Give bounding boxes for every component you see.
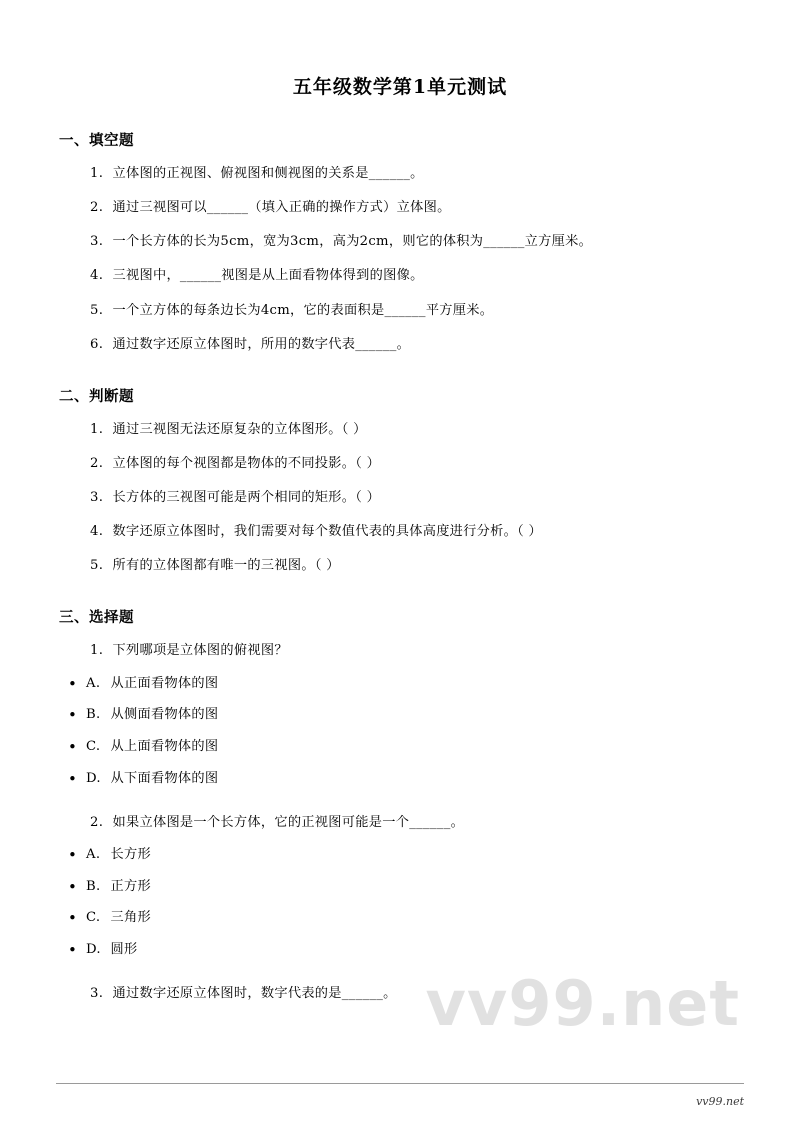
question-text: 一个长方体的长为5cm，宽为3cm，高为2cm，则它的体积为______立方厘米。 <box>112 234 593 250</box>
spacer <box>56 789 744 799</box>
spacer <box>56 960 744 970</box>
option-item[interactable] <box>64 845 744 865</box>
question-number: 3. <box>90 490 104 505</box>
option-text: 正方形 <box>110 878 151 894</box>
question-text: 通过三视图无法还原复杂的立体图形。（ ） <box>112 421 367 437</box>
option-label: B. <box>86 878 101 894</box>
option-item[interactable] <box>64 908 744 928</box>
question-text: 下列哪项是立体图的俯视图？ <box>112 643 288 659</box>
question-text: 立体图的每个视图都是物体的不同投影。（ ） <box>112 455 381 471</box>
option-item[interactable] <box>64 705 744 725</box>
question-item <box>90 300 744 321</box>
section-heading-2: 二、判断题 <box>59 387 134 405</box>
watermark: vv99.net <box>425 967 740 1040</box>
option-label: A. <box>86 675 101 691</box>
question-item <box>90 334 744 355</box>
question-number: 3. <box>90 986 104 1001</box>
question-text: 所有的立体图都有唯一的三视图。（ ） <box>112 558 340 574</box>
option-item[interactable] <box>64 674 744 694</box>
question-text: 一个立方体的每条边长为4cm，它的表面积是______平方厘米。 <box>112 302 494 318</box>
option-text: 从下面看物体的图 <box>110 770 219 786</box>
question-item <box>90 983 744 1004</box>
option-list <box>56 845 744 960</box>
question-text: 通过数字还原立体图时，数字代表的是______。 <box>112 986 397 1001</box>
question-number: 2. <box>90 814 104 830</box>
question-number: 1. <box>90 643 104 659</box>
question-item <box>90 419 744 440</box>
question-number: 4. <box>90 524 104 540</box>
question-item <box>90 453 744 474</box>
question-item <box>90 197 744 218</box>
question-number: 1. <box>90 421 104 437</box>
question-item <box>90 521 744 542</box>
question-text: 三视图中，______视图是从上面看物体得到的图像。 <box>112 268 424 284</box>
option-label: C. <box>86 739 101 755</box>
option-item[interactable] <box>64 737 744 757</box>
section-heading-3: 三、选择题 <box>59 609 134 627</box>
question-number: 5. <box>90 558 104 574</box>
question-number: 5. <box>90 302 104 318</box>
question-item <box>90 812 744 833</box>
footer-divider <box>56 1083 744 1084</box>
question-text: 数字还原立体图时，我们需要对每个数值代表的具体高度进行分析。（ ） <box>112 524 542 540</box>
option-text: 三角形 <box>110 910 151 926</box>
question-number: 3. <box>90 234 104 250</box>
question-item <box>90 163 744 184</box>
question-item <box>90 487 744 508</box>
footer-note: vv99.net <box>696 1095 744 1108</box>
question-number: 6. <box>90 336 104 352</box>
question-item <box>90 640 744 661</box>
option-label: C. <box>86 910 101 926</box>
question-item <box>90 265 744 286</box>
option-label: D. <box>86 770 101 786</box>
option-item[interactable] <box>64 877 744 897</box>
section-heading-1: 一、填空题 <box>59 132 134 149</box>
option-text: 从正面看物体的图 <box>110 675 219 691</box>
option-text: 从侧面看物体的图 <box>110 707 219 723</box>
option-text: 圆形 <box>110 942 138 958</box>
option-label: D. <box>86 942 101 958</box>
option-item[interactable] <box>64 769 744 789</box>
question-text: 立体图的正视图、俯视图和侧视图的关系是______。 <box>112 166 424 181</box>
question-number: 4. <box>90 268 104 284</box>
question-text: 如果立体图是一个长方体，它的正视图可能是一个______。 <box>112 814 465 830</box>
option-label: A. <box>86 846 101 862</box>
question-text: 长方体的三视图可能是两个相同的矩形。（ ） <box>112 490 381 505</box>
option-label: B. <box>86 707 101 723</box>
option-text: 长方形 <box>110 846 151 862</box>
option-item[interactable] <box>64 940 744 960</box>
option-list <box>56 674 744 789</box>
question-number: 2. <box>90 200 104 216</box>
question-text: 通过三视图可以______（填入正确的操作方式）立体图。 <box>112 200 451 216</box>
question-text: 通过数字还原立体图时，所用的数字代表______。 <box>112 336 411 352</box>
question-item <box>90 231 744 252</box>
page-title: 五年级数学第1单元测试 <box>292 76 508 98</box>
option-text: 从上面看物体的图 <box>110 739 219 755</box>
question-number: 2. <box>90 455 104 471</box>
question-number: 1. <box>90 166 104 181</box>
question-item <box>90 555 744 576</box>
